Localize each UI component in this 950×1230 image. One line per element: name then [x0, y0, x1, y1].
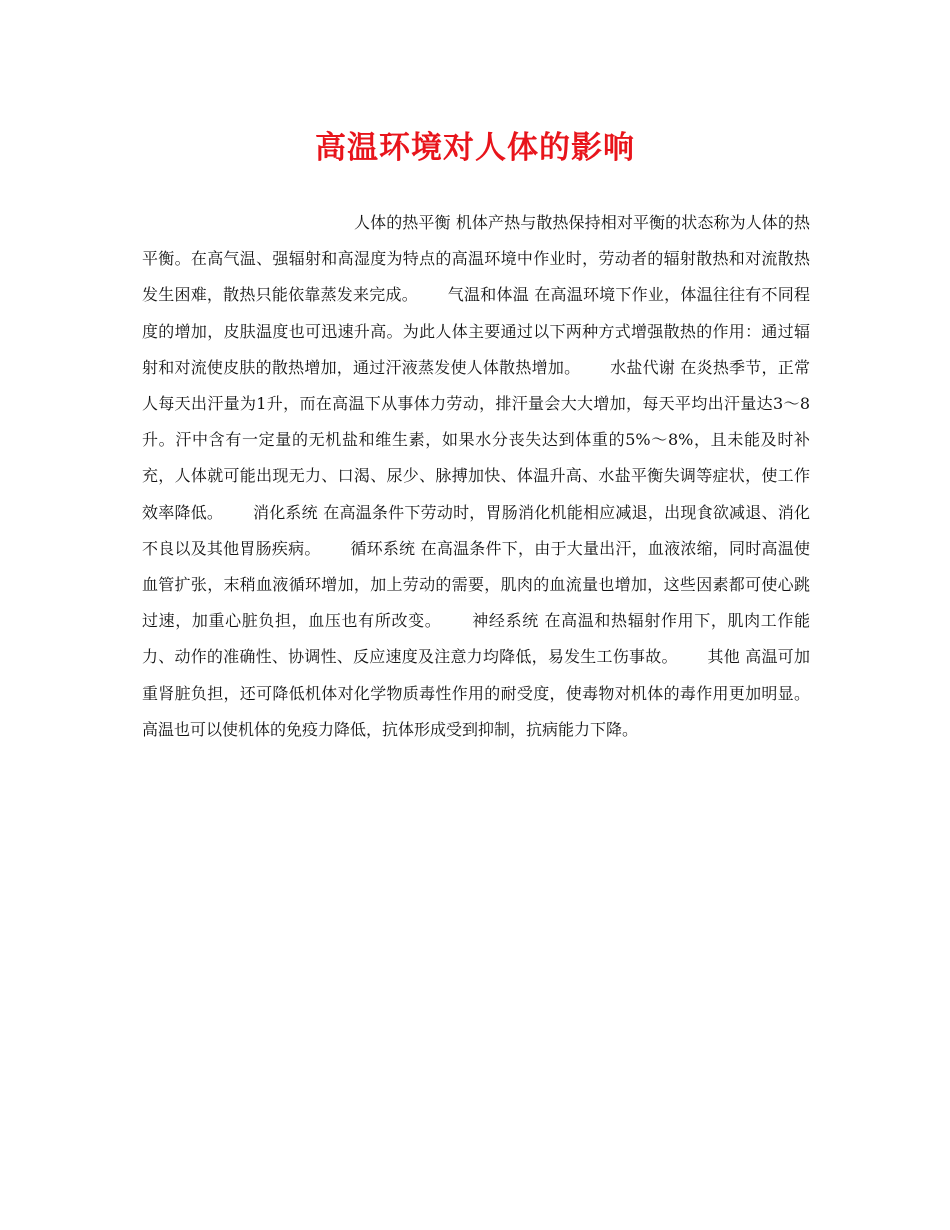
document-title: 高温环境对人体的影响 — [315, 130, 635, 166]
document-body: 人体的热平衡 机体产热与散热保持相对平衡的状态称为人体的热平衡。在高气温、强辐射和高湿度为特点的高温环境中作业时，劳动者的辐射散热和对流散热发生困难，散热只能依靠蒸发来完成。 气温和体温 在高温环境下作业，体温往往有不同程度的增加，皮肤温度也可迅速升高。为此人体主要通过以下两种方式增强散热的作用：通过辐射和对流使皮肤的散热增加，通过汗液蒸发使人体散热增加。 水盐代谢 在炎热季节，正常人每天出汗量为1升，而在高温下从事体力劳动，排汗量会大大增加，每天平均出汗量达3～8升。汗中含有一定量的无机盐和维生素，如果水分丧失达到体重的5%～8%，且未能及时补充，人体就可能出现无力、口渴、尿少、脉搏加快、体温升高、水盐平衡失调等症状，使工作效率降低。 消化系统 在高温条件下劳动时，胃肠消化机能相应减退，出现食欲减退、消化不良以及其他胃肠疾病。 循环系统 在高温条件下，由于大量出汗，血液浓缩，同时高温使血管扩张，末稍血液循环增加，加上劳动的需要，肌肉的血流量也增加，这些因素都可使心跳过速，加重心脏负担，血压也有所改变。 神经系统 在高温和热辐射作用下，肌肉工作能力、动作的准确性、协调性、反应速度及注意力均降低，易发生工伤事故。 其他 高温可加重肾脏负担，还可降低机体对化学物质毒性作用的耐受度，使毒物对机体的毒作用更加明显。高温也可以使机体的免疫力降低，抗体形成受到抑制，抗病能力下降。 — [142, 213, 810, 739]
